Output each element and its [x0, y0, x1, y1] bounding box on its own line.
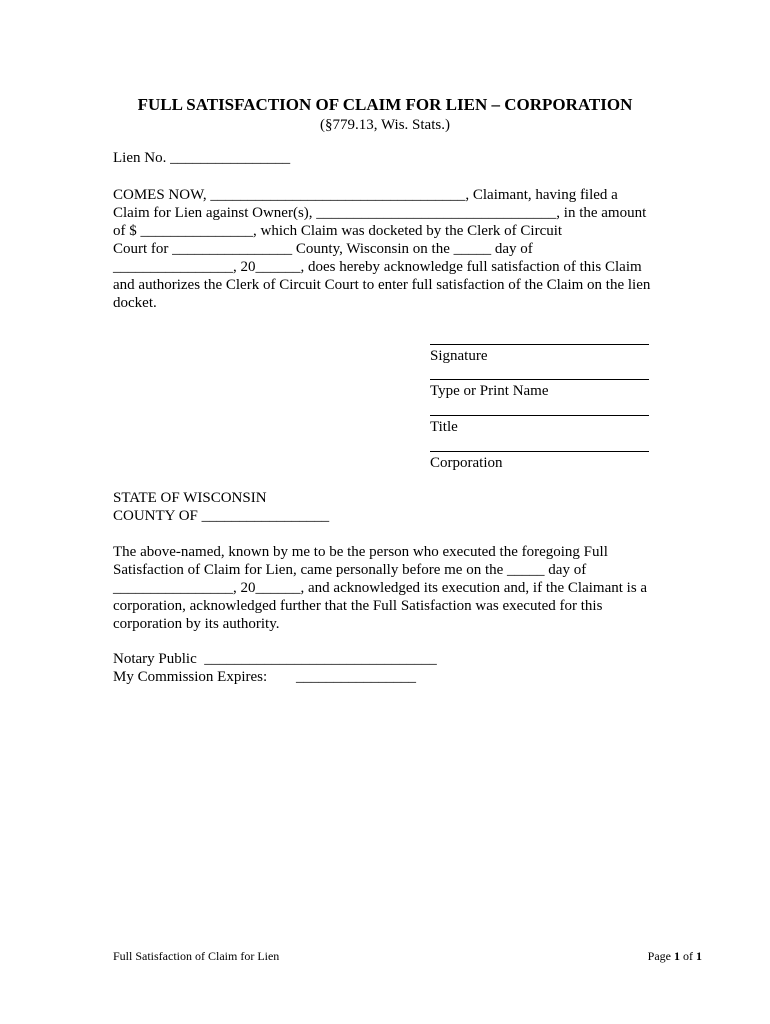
venue-county[interactable]: COUNTY OF _________________: [113, 508, 330, 524]
lien-number-field[interactable]: Lien No. ________________: [113, 150, 291, 166]
statute-reference: (§779.13, Wis. Stats.): [320, 117, 450, 133]
footer-document-name: Full Satisfaction of Claim for Lien: [113, 949, 280, 963]
total-pages: 1: [696, 949, 702, 963]
print-name-line[interactable]: [430, 379, 649, 380]
notary-public-field[interactable]: Notary Public _______________________________: [113, 651, 437, 667]
paragraph-line: ________________, 20______, does hereby acknowledge full satisfaction of this Claim: [113, 259, 642, 275]
venue-state: STATE OF WISCONSIN: [113, 490, 267, 506]
commission-expires-field[interactable]: ________________: [296, 669, 416, 685]
paragraph-line: docket.: [113, 295, 157, 311]
title-label: Title: [430, 419, 458, 435]
title-line[interactable]: [430, 415, 649, 416]
print-name-label: Type or Print Name: [430, 383, 549, 399]
paragraph-line: corporation by its authority.: [113, 616, 280, 632]
current-page: 1: [674, 949, 680, 963]
paragraph-line: corporation, acknowledged further that the Full Satisfaction was executed for this: [113, 598, 603, 614]
signature-label: Signature: [430, 348, 488, 364]
paragraph-line: Court for ________________ County, Wisconsin on the _____ day of: [113, 241, 533, 257]
corporation-line[interactable]: [430, 451, 649, 452]
document-title: FULL SATISFACTION OF CLAIM FOR LIEN – CORPORATION: [137, 95, 633, 114]
signature-line[interactable]: [430, 344, 649, 345]
commission-expires-label: My Commission Expires:: [113, 669, 268, 685]
paragraph-line: and authorizes the Clerk of Circuit Court to enter full satisfaction of the Claim on the lien: [113, 277, 651, 293]
paragraph-line: Claim for Lien against Owner(s), ________________________________, in the amount: [113, 205, 647, 221]
paragraph-line: of $ _______________, which Claim was docketed by the Clerk of Circuit: [113, 223, 563, 239]
footer-page-number: Page 1 of 1: [647, 949, 702, 963]
paragraph-line: COMES NOW, __________________________________, Claimant, having filed a: [113, 187, 618, 203]
corporation-label: Corporation: [430, 455, 503, 471]
paragraph-line: ________________, 20______, and acknowledged its execution and, if the Claimant is a: [113, 580, 648, 596]
paragraph-line: The above-named, known by me to be the person who executed the foregoing Full: [113, 544, 608, 560]
paragraph-line: Satisfaction of Claim for Lien, came personally before me on the _____ day of: [113, 562, 587, 578]
